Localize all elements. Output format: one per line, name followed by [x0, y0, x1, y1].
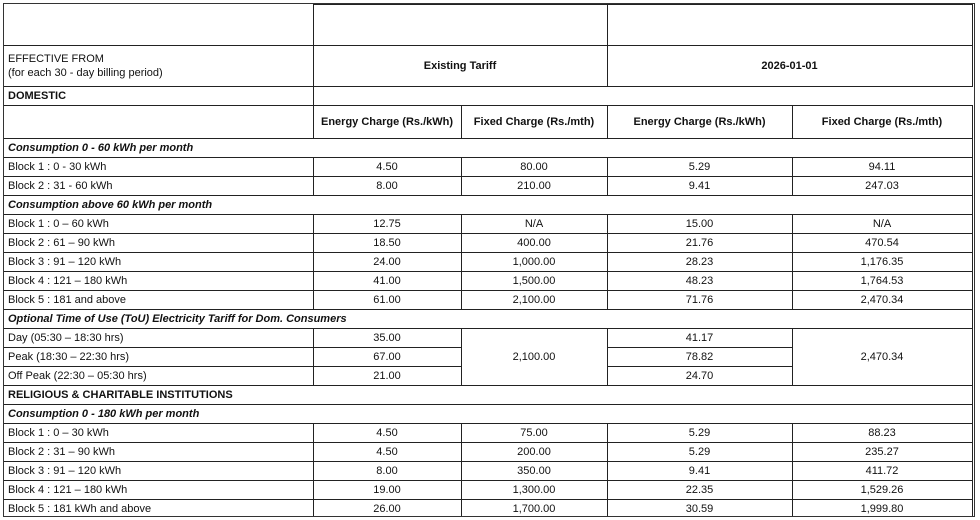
domestic-above-60-title: Consumption above 60 kWh per month — [4, 196, 972, 215]
energy-existing-cell: 4.50 — [313, 443, 461, 462]
energy-existing-cell: 18.50 — [313, 234, 461, 253]
table-row — [4, 424, 972, 443]
fixed-existing-cell: 80.00 — [461, 158, 607, 177]
energy-new-cell: 24.70 — [607, 367, 792, 386]
fixed-existing-cell: 400.00 — [461, 234, 607, 253]
energy-new-cell: 48.23 — [607, 272, 792, 291]
energy-existing-cell: 8.00 — [313, 177, 461, 196]
religious-0-180-title: Consumption 0 - 180 kWh per month — [4, 405, 972, 424]
row-label: Block 2 : 61 – 90 kWh — [4, 234, 313, 253]
energy-new-cell: 5.29 — [607, 158, 792, 177]
fixed-existing-cell: 210.00 — [461, 177, 607, 196]
religious-section-row — [4, 386, 972, 405]
energy-existing-cell: 35.00 — [313, 329, 461, 348]
energy-existing-cell: 8.00 — [313, 462, 461, 481]
tou-fixed-new-cell: 2,470.34 — [792, 329, 972, 386]
table-row — [4, 443, 972, 462]
domestic-section-row — [4, 87, 972, 106]
energy-charge-existing-header: Energy Charge (Rs./kWh) — [313, 106, 461, 139]
table-row — [4, 329, 972, 348]
fixed-new-cell: 1,999.80 — [792, 500, 972, 518]
effective-from-label: EFFECTIVE FROM — [8, 53, 104, 65]
fixed-existing-cell: 200.00 — [461, 443, 607, 462]
row-label: Block 4 : 121 – 180 kWh — [4, 272, 313, 291]
column-header-row — [4, 106, 972, 139]
fixed-new-cell: 1,764.53 — [792, 272, 972, 291]
domestic-label: DOMESTIC — [4, 87, 313, 106]
row-label: Block 4 : 121 – 180 kWh — [4, 481, 313, 500]
table-row — [4, 177, 972, 196]
energy-new-cell: 71.76 — [607, 291, 792, 310]
billing-period-label: (for each 30 - day billing period) — [8, 67, 163, 79]
energy-new-cell: 22.35 — [607, 481, 792, 500]
energy-existing-cell: 41.00 — [313, 272, 461, 291]
fixed-existing-cell: 350.00 — [461, 462, 607, 481]
energy-existing-cell: 12.75 — [313, 215, 461, 234]
domestic-0-60-title: Consumption 0 - 60 kWh per month — [4, 139, 972, 158]
table-row — [4, 272, 972, 291]
fixed-new-cell: 1,529.26 — [792, 481, 972, 500]
religious-label: RELIGIOUS & CHARITABLE INSTITUTIONS — [4, 386, 972, 405]
energy-new-cell: 41.17 — [607, 329, 792, 348]
tariff-document — [3, 3, 975, 517]
fixed-existing-cell: 1,000.00 — [461, 253, 607, 272]
subsection-row — [4, 405, 972, 424]
row-label: Block 3 : 91 – 120 kWh — [4, 462, 313, 481]
subsection-row — [4, 139, 972, 158]
tou-title: Optional Time of Use (ToU) Electricity Tariff for Dom. Consumers — [4, 310, 972, 329]
table-row — [4, 234, 972, 253]
energy-new-cell: 5.29 — [607, 424, 792, 443]
fixed-new-cell: 2,470.34 — [792, 291, 972, 310]
fixed-new-cell: N/A — [792, 215, 972, 234]
energy-new-cell: 30.59 — [607, 500, 792, 518]
row-label: Block 5 : 181 kWh and above — [4, 500, 313, 518]
row-label: Block 1 : 0 – 30 kWh — [4, 424, 313, 443]
table-row — [4, 481, 972, 500]
energy-new-cell: 15.00 — [607, 215, 792, 234]
new-tariff-date-header: 2026-01-01 — [607, 46, 972, 87]
row-label: Block 5 : 181 and above — [4, 291, 313, 310]
row-label: Block 1 : 0 – 60 kWh — [4, 215, 313, 234]
energy-new-cell: 28.23 — [607, 253, 792, 272]
tariff-table — [4, 4, 973, 517]
energy-existing-cell: 26.00 — [313, 500, 461, 518]
table-row — [4, 215, 972, 234]
energy-existing-cell: 61.00 — [313, 291, 461, 310]
energy-new-cell: 21.76 — [607, 234, 792, 253]
row-label: Off Peak (22:30 – 05:30 hrs) — [4, 367, 313, 386]
table-row — [4, 291, 972, 310]
header-row — [4, 46, 972, 87]
tou-fixed-existing-cell: 2,100.00 — [461, 329, 607, 386]
fixed-new-cell: 411.72 — [792, 462, 972, 481]
energy-charge-new-header: Energy Charge (Rs./kWh) — [607, 106, 792, 139]
energy-new-cell: 5.29 — [607, 443, 792, 462]
fixed-charge-existing-header: Fixed Charge (Rs./mth) — [461, 106, 607, 139]
energy-existing-cell: 4.50 — [313, 424, 461, 443]
energy-existing-cell: 21.00 — [313, 367, 461, 386]
table-row — [4, 158, 972, 177]
subsection-row — [4, 196, 972, 215]
fixed-charge-new-header: Fixed Charge (Rs./mth) — [792, 106, 972, 139]
fixed-existing-cell: N/A — [461, 215, 607, 234]
fixed-existing-cell: 1,300.00 — [461, 481, 607, 500]
energy-existing-cell: 4.50 — [313, 158, 461, 177]
existing-tariff-header: Existing Tariff — [313, 46, 607, 87]
fixed-existing-cell: 1,700.00 — [461, 500, 607, 518]
energy-new-cell: 9.41 — [607, 462, 792, 481]
fixed-new-cell: 1,176.35 — [792, 253, 972, 272]
row-label: Peak (18:30 – 22:30 hrs) — [4, 348, 313, 367]
table-row — [4, 253, 972, 272]
fixed-new-cell: 94.11 — [792, 158, 972, 177]
energy-existing-cell: 67.00 — [313, 348, 461, 367]
fixed-new-cell: 470.54 — [792, 234, 972, 253]
fixed-new-cell: 235.27 — [792, 443, 972, 462]
subsection-row — [4, 310, 972, 329]
fixed-new-cell: 247.03 — [792, 177, 972, 196]
fixed-existing-cell: 1,500.00 — [461, 272, 607, 291]
fixed-new-cell: 88.23 — [792, 424, 972, 443]
row-label: Block 2 : 31 – 90 kWh — [4, 443, 313, 462]
energy-new-cell: 9.41 — [607, 177, 792, 196]
fixed-existing-cell: 75.00 — [461, 424, 607, 443]
table-row — [4, 500, 972, 518]
row-label: Block 1 : 0 - 30 kWh — [4, 158, 313, 177]
row-label: Block 2 : 31 - 60 kWh — [4, 177, 313, 196]
top-blank-row — [4, 5, 972, 46]
row-label: Block 3 : 91 – 120 kWh — [4, 253, 313, 272]
energy-existing-cell: 19.00 — [313, 481, 461, 500]
energy-existing-cell: 24.00 — [313, 253, 461, 272]
energy-new-cell: 78.82 — [607, 348, 792, 367]
fixed-existing-cell: 2,100.00 — [461, 291, 607, 310]
row-label: Day (05:30 – 18:30 hrs) — [4, 329, 313, 348]
table-row — [4, 462, 972, 481]
